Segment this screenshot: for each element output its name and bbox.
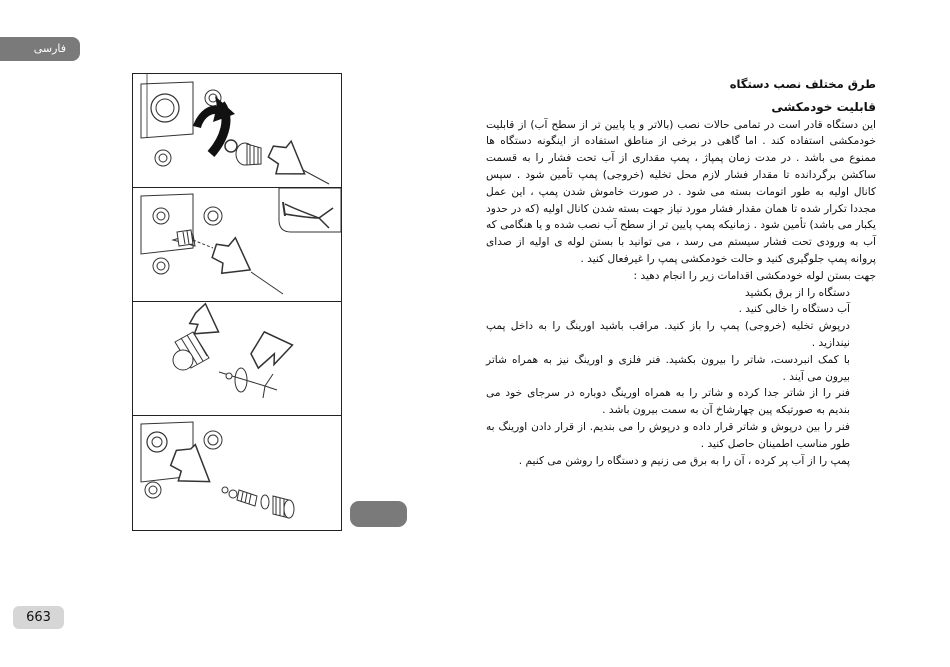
language-tab: فارسی [0, 37, 80, 61]
steps-list [486, 285, 876, 470]
figure-panel-1 [133, 74, 341, 188]
step-item: فنر را بین درپوش و شاتر قرار داده و درپوش را می بندیم. از قرار دادن اورینگ به طور مناسب اطمینان حاصل کنید . [486, 420, 850, 450]
page-number: 663 [13, 606, 64, 629]
instructions-text [486, 76, 876, 469]
step-item: با کمک انبردست، شاتر را بیرون بکشید. فنر فلزی و اورینگ نیز به همراه شاتر بیرون می آیند . [486, 353, 850, 383]
instruction-figure [132, 73, 342, 531]
body-paragraph: این دستگاه قادر است در تمامی حالات نصب (بالاتر و یا پایین تر از سطح آب) از قابلیت خودمکشی استفاده کند . اما گاهی در برخی از مناطق استفاده از اینگونه دستگاه ها ممنوع می باشد . در مدت زمان پمپاژ ، پمپ مقداری از آب تحت فشار را به قسمت ساکشن برگردانده تا مقدار فشار لازم محل تخلیه (خروجی) پمپ تأمین شود . سپس کانال اولیه به طور اتومات بسته می شود . در صورت خاموش شدن پمپ ، این عمل مجددا تکرار شده تا همان مقدار فشار مورد نیاز جهت بسته شدن کانال اولیه (که در حدود یکبار می باشد) تأمین شود . زمانیکه پمپ پایین تر از سطح آب نصب شده و یا هنگامی که آب به ورودی تحت فشار سیستم می رسد ، می توانید با بستن لوله ی اولیه از صدای پروانه پمپ جلوگیری کنید و حالت خودمکشی پمپ را غیرفعال کنید . [486, 118, 876, 265]
grey-tab [350, 501, 407, 527]
step-item: درپوش تخلیه (خروجی) پمپ را باز کنید. مراقب باشید اورینگ را به داخل پمپ نیندازید . [486, 320, 850, 349]
step-item: آب دستگاه را خالی کنید . [738, 303, 850, 316]
figure-panel-2 [133, 188, 341, 302]
steps-intro: جهت بستن لوله خودمکشی اقدامات زیر را انجام دهید : [633, 269, 876, 282]
pliers-inset [279, 188, 341, 232]
figure-panel-4 [133, 416, 341, 530]
step-item: دستگاه را از برق بکشید [744, 286, 850, 299]
subsection-title: قابلیت خودمکشی [771, 99, 876, 114]
step-item: فنر را از شاتر جدا کرده و شاتر را به همراه اورینگ دوباره در سرجای خود می بندیم به صورتیکه پین چهارشاخ آن به سمت بیرون باشد . [486, 387, 850, 417]
figure-panel-3 [133, 302, 341, 416]
section-title: طرق مختلف نصب دستگاه [729, 77, 876, 91]
step-item: پمپ را از آب پر کرده ، آن را به برق می زنیم و دستگاه را روشن می کنیم . [518, 454, 850, 467]
